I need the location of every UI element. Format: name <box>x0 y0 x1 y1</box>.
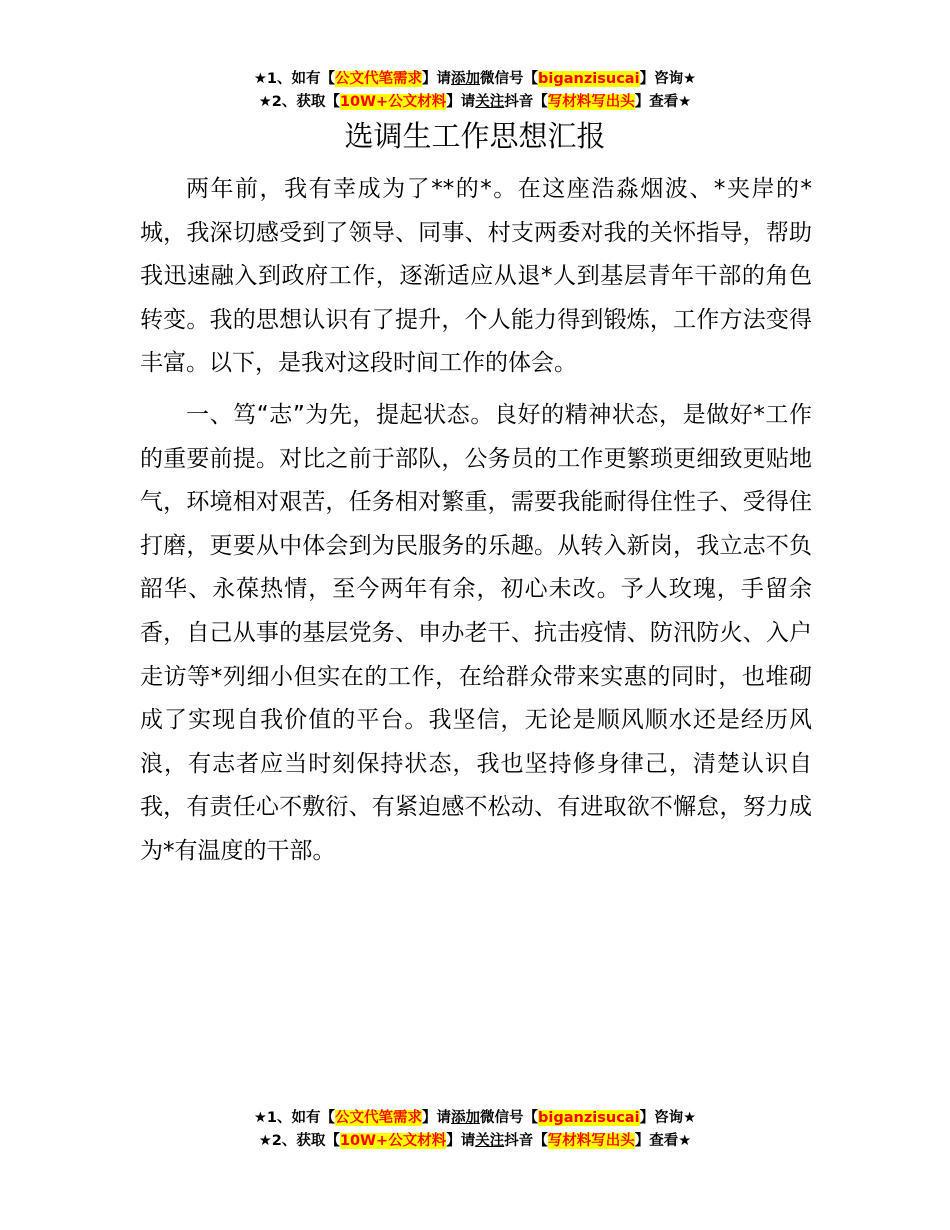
banner-text: 抖音【 <box>504 1133 548 1149</box>
underlined-text: 关注 <box>475 1133 505 1149</box>
banner-line-1 <box>0 1107 950 1130</box>
highlight-text: 公文代笔需求 <box>335 71 423 87</box>
banner-line-2 <box>0 1130 950 1153</box>
highlight-text: 写材料写出头 <box>547 94 635 110</box>
document-body <box>140 168 812 874</box>
highlight-text: 写材料写出头 <box>547 1133 635 1149</box>
highlight-text: 10W+公文材料 <box>339 1133 447 1149</box>
highlight-text: 10W+公文材料 <box>339 94 447 110</box>
underlined-text: 关注 <box>475 94 505 110</box>
banner-text: ★1、如有【 <box>253 71 336 87</box>
paragraph: 两年前，我有幸成为了**的*。在这座浩淼烟波、*夹岸的*城，我深切感受到了领导、同事、村支两委对我的关怀指导，帮助我迅速融入到政府工作，逐渐适应从退*人到基层青年干部的角色转变。我的思想认识有了提升，个人能力得到锻炼，工作方法变得丰富。以下，是我对这段时间工作的体会。 <box>140 176 812 377</box>
document-title: 选调生工作思想汇报 <box>344 119 606 153</box>
banner-text: 】咨询★ <box>639 71 697 87</box>
banner-text: 】请 <box>446 94 476 110</box>
highlight-text: biganzisucai <box>538 71 640 87</box>
paragraph: 一、笃“志”为先，提起状态。良好的精神状态，是做好*工作的重要前提。对比之前于部队，公务员的工作更繁琐更细致更贴地气，环境相对艰苦，任务相对繁重，需要我能耐得住性子、受得住打磨，更要从中体会到为民服务的乐趣。从转入新岗，我立志不负韶华、永葆热情，至今两年有余，初心未改。予人玫瑰，手留余香，自己从事的基层党务、申办老干、抗击疫情、防汛防火、入户走访等*列细小但实在的工作，在给群众带来实惠的同时，也堆砌成了实现自我价值的平台。我坚信，无论是顺风顺水还是经历风浪，有志者应当时刻保持状态，我也坚持修身律己，清楚认识自我，有责任心不敷衍、有紧迫感不松动、有进取欲不懈怠，努力成为*有温度的干部。 <box>140 401 812 864</box>
banner-text: 】请 <box>422 71 452 87</box>
banner-line-2 <box>0 91 950 114</box>
banner-text: 】咨询★ <box>639 1110 697 1126</box>
footer-banner <box>0 1107 950 1153</box>
highlight-text: 公文代笔需求 <box>335 1110 423 1126</box>
banner-text: ★2、获取【 <box>258 1133 340 1149</box>
underlined-text: 添加 <box>451 1110 481 1126</box>
banner-text: 】查看★ <box>634 94 692 110</box>
banner-text: 】查看★ <box>634 1133 692 1149</box>
banner-text: 微信号【 <box>480 1110 539 1126</box>
banner-text: 微信号【 <box>480 71 539 87</box>
banner-line-1 <box>0 68 950 91</box>
banner-text: 】请 <box>446 1133 476 1149</box>
header-banner <box>0 68 950 114</box>
banner-text: 抖音【 <box>504 94 548 110</box>
banner-text: ★2、获取【 <box>258 94 340 110</box>
banner-text: ★1、如有【 <box>253 1110 336 1126</box>
highlight-text: biganzisucai <box>538 1110 640 1126</box>
underlined-text: 添加 <box>451 71 481 87</box>
banner-text: 】请 <box>422 1110 452 1126</box>
